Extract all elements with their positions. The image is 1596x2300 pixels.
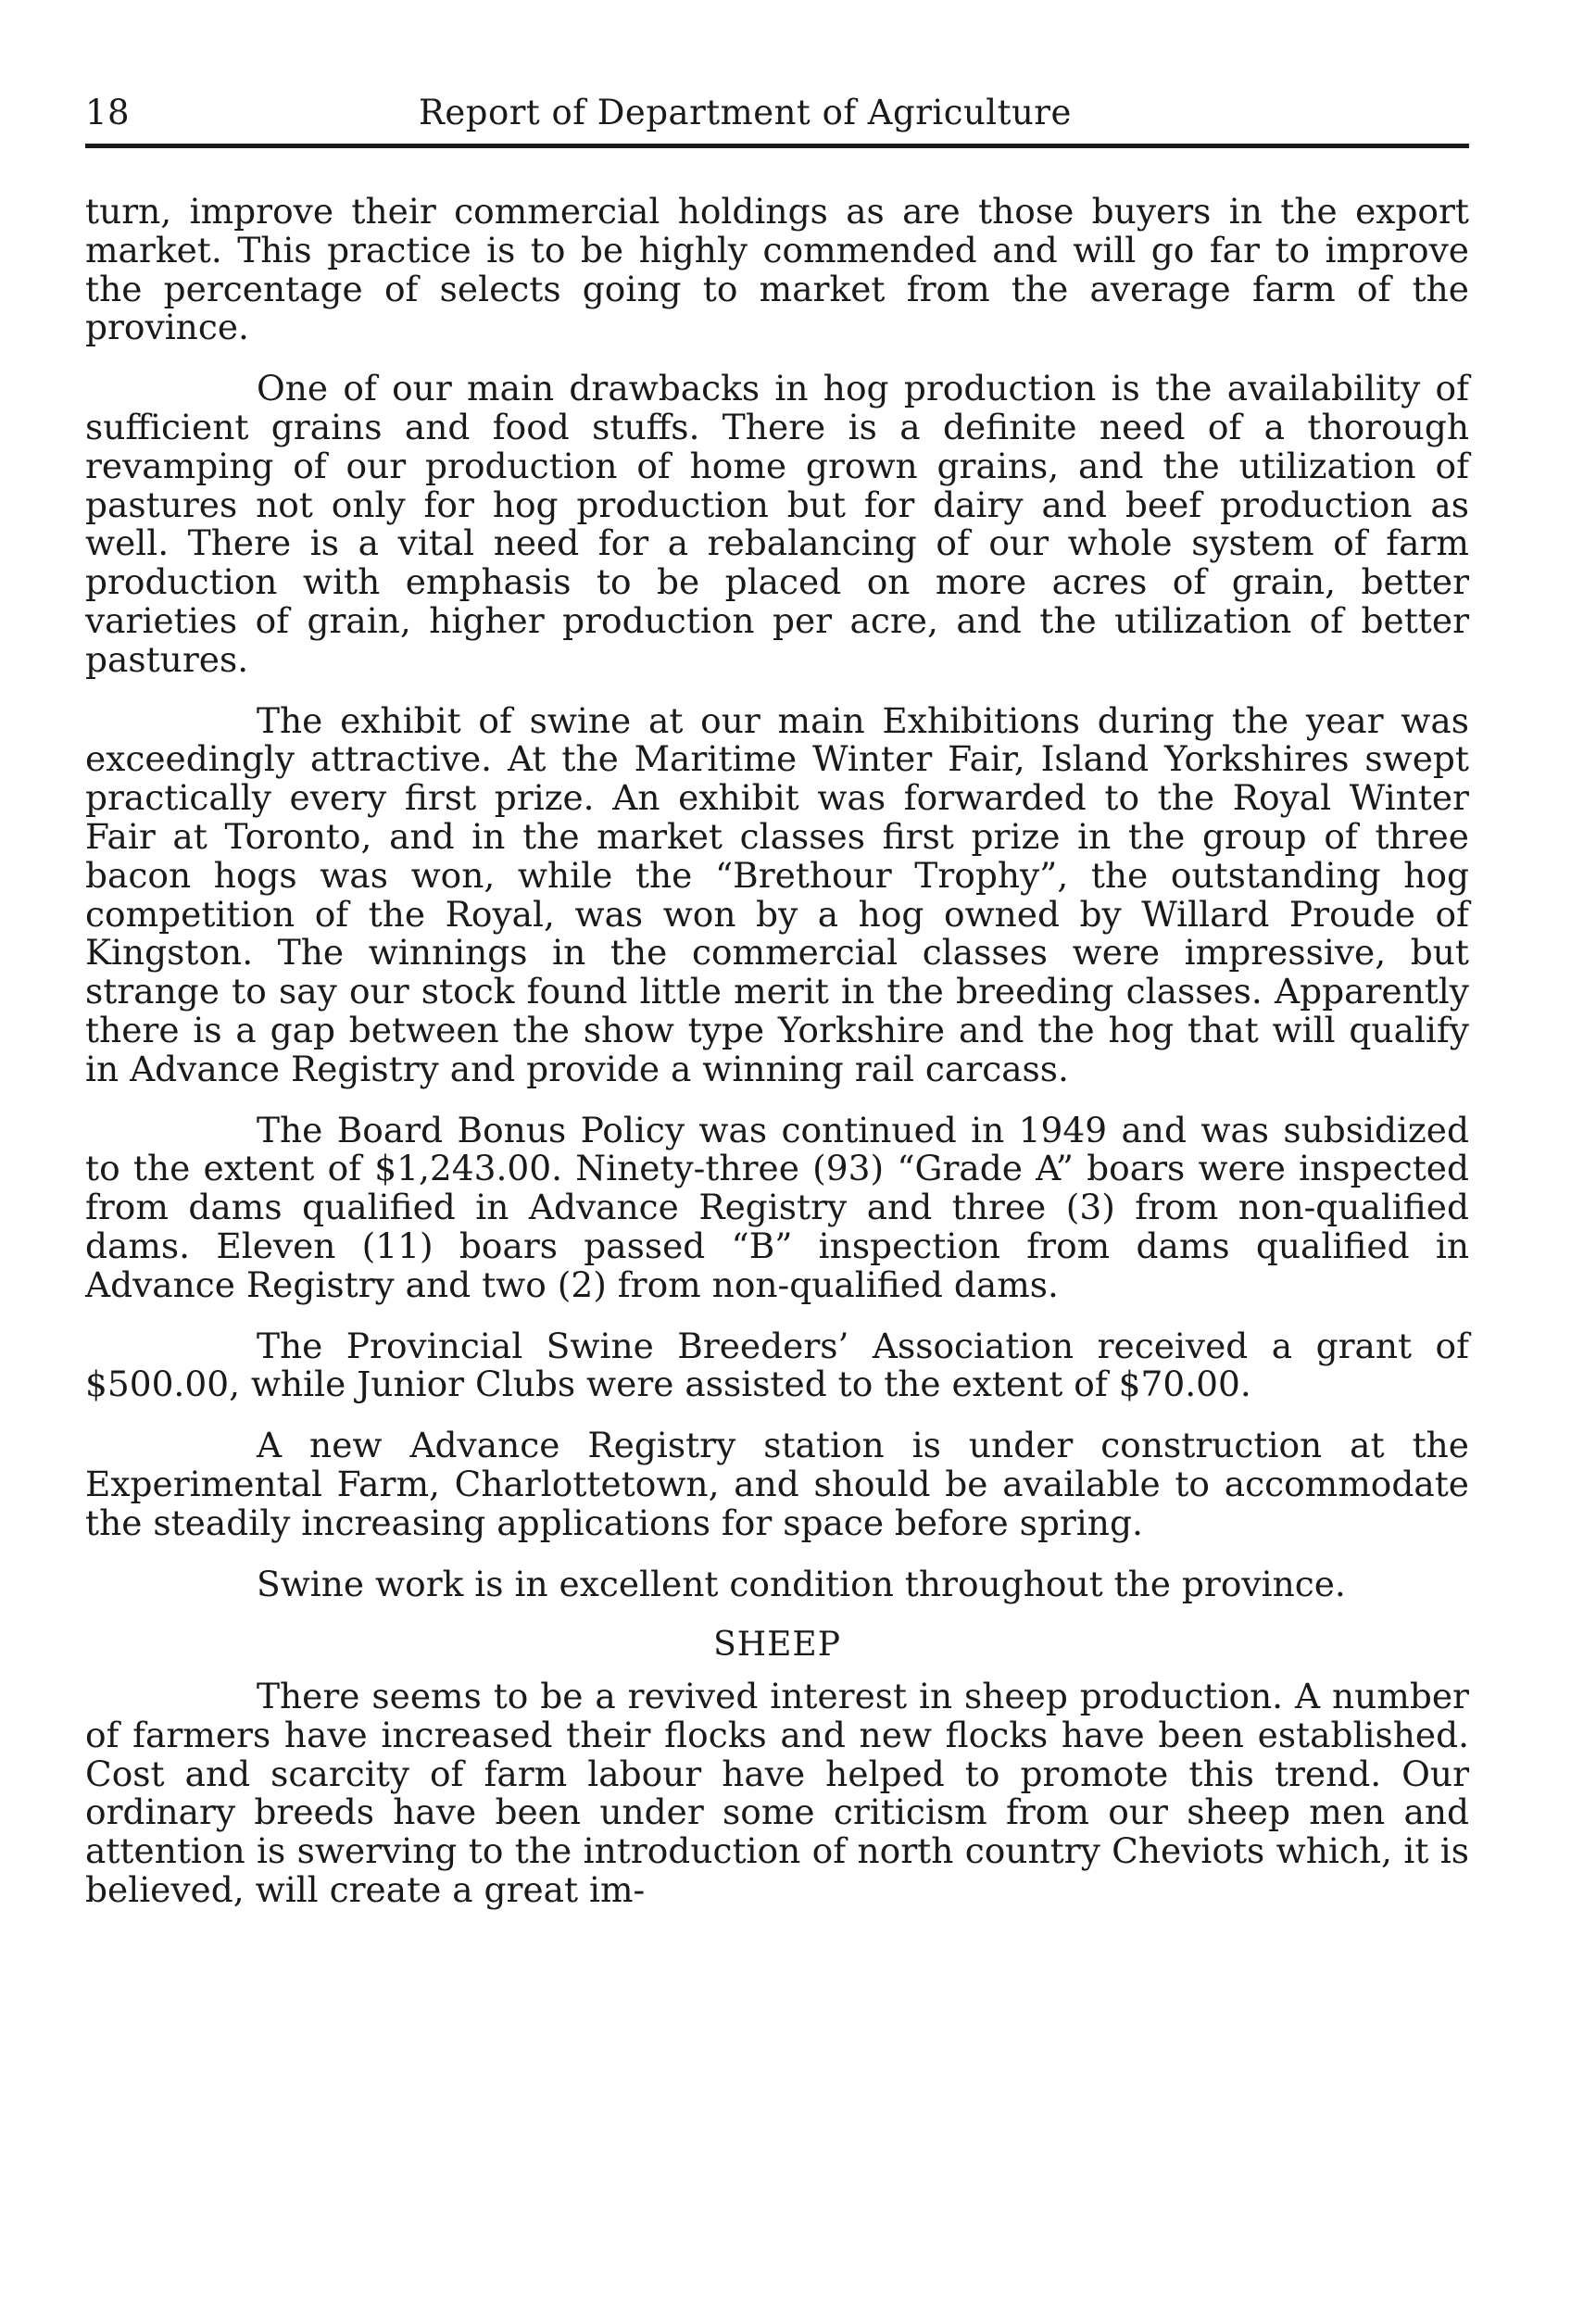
page-number: 18 <box>85 93 131 132</box>
section-heading-sheep: SHEEP <box>713 1626 841 1665</box>
paragraph-swine-condition: Swine work is in excellent condition throughout the province. <box>257 1563 1346 1604</box>
running-head <box>85 85 1469 141</box>
paragraph-board-bonus: The Board Bonus Policy was continued in 1949 and was subsidized to the extent of $1,243.00. Ninety-three (93) “Grade A” boars were inspected from dams qualified in Advance Registry and three (3) from non-qualified dams. Eleven (11) boars passed “B” inspection from dams qualified in Advance Registry and two (2) from non-qualified dams. <box>85 1109 1469 1305</box>
paragraph-sheep-interest: There seems to be a revived interest in sheep production. A number of farmers have increased their flocks and new flocks have been established. Cost and scarcity of farm labour have helped to promote this trend. Our ordinary breeds have been under some criticism from our sheep men and attention is swerving to the introduction of north country Cheviots which, it is believed, will create a great im- <box>85 1676 1469 1911</box>
paragraph-breeders-association: The Provincial Swine Breeders’ Association received a grant of $500.00, while Junior Clubs were assisted to the extent of $70.00. <box>85 1325 1469 1405</box>
paragraph-continuation: turn, improve their commercial holdings as are those buyers in the export market. This practice is to be highly commended and will go far to improve the percentage of selects going to market from the average farm of the province. <box>85 191 1469 348</box>
header-rule <box>85 144 1469 148</box>
paragraph-hog-drawbacks: One of our main drawbacks in hog production is the availability of sufficient grains and food stuffs. There is a definite need of a thorough revamping of our production of home grown grains, and the utilization of pastures not only for hog production but for dairy and beef production as well. There is a vital need for a rebalancing of our whole system of farm production with emphasis to be placed on more acres of grain, better varieties of grain, higher production per acre, and the utilization of better pastures. <box>85 368 1469 680</box>
paragraph-swine-exhibit: The exhibit of swine at our main Exhibitions during the year was exceedingly attractive. At the Maritime Winter Fair, Island Yorkshires swept practically every first prize. An exhibit was forwarded to the Royal Winter Fair at Toronto, and in the market classes first prize in the group of three bacon hogs was won, while the “Brethour Trophy”, the outstanding hog competition of the Royal, was won by a hog owned by Willard Proude of Kingston. The winnings in the commercial classes were impressive, but strange to say our stock found little merit in the breeding classes. Apparently there is a gap between the show type Yorkshire and the hog that will qualify in Advance Registry and provide a winning rail carcass. <box>85 699 1469 1089</box>
body-text <box>85 193 1469 1932</box>
running-title: Report of Department of Agriculture <box>419 93 1072 132</box>
paragraph-registry-station: A new Advance Registry station is under construction at the Experimental Farm, Charlottetown, and should be available to accommodate the steadily increasing applications for space before spring. <box>85 1425 1469 1543</box>
